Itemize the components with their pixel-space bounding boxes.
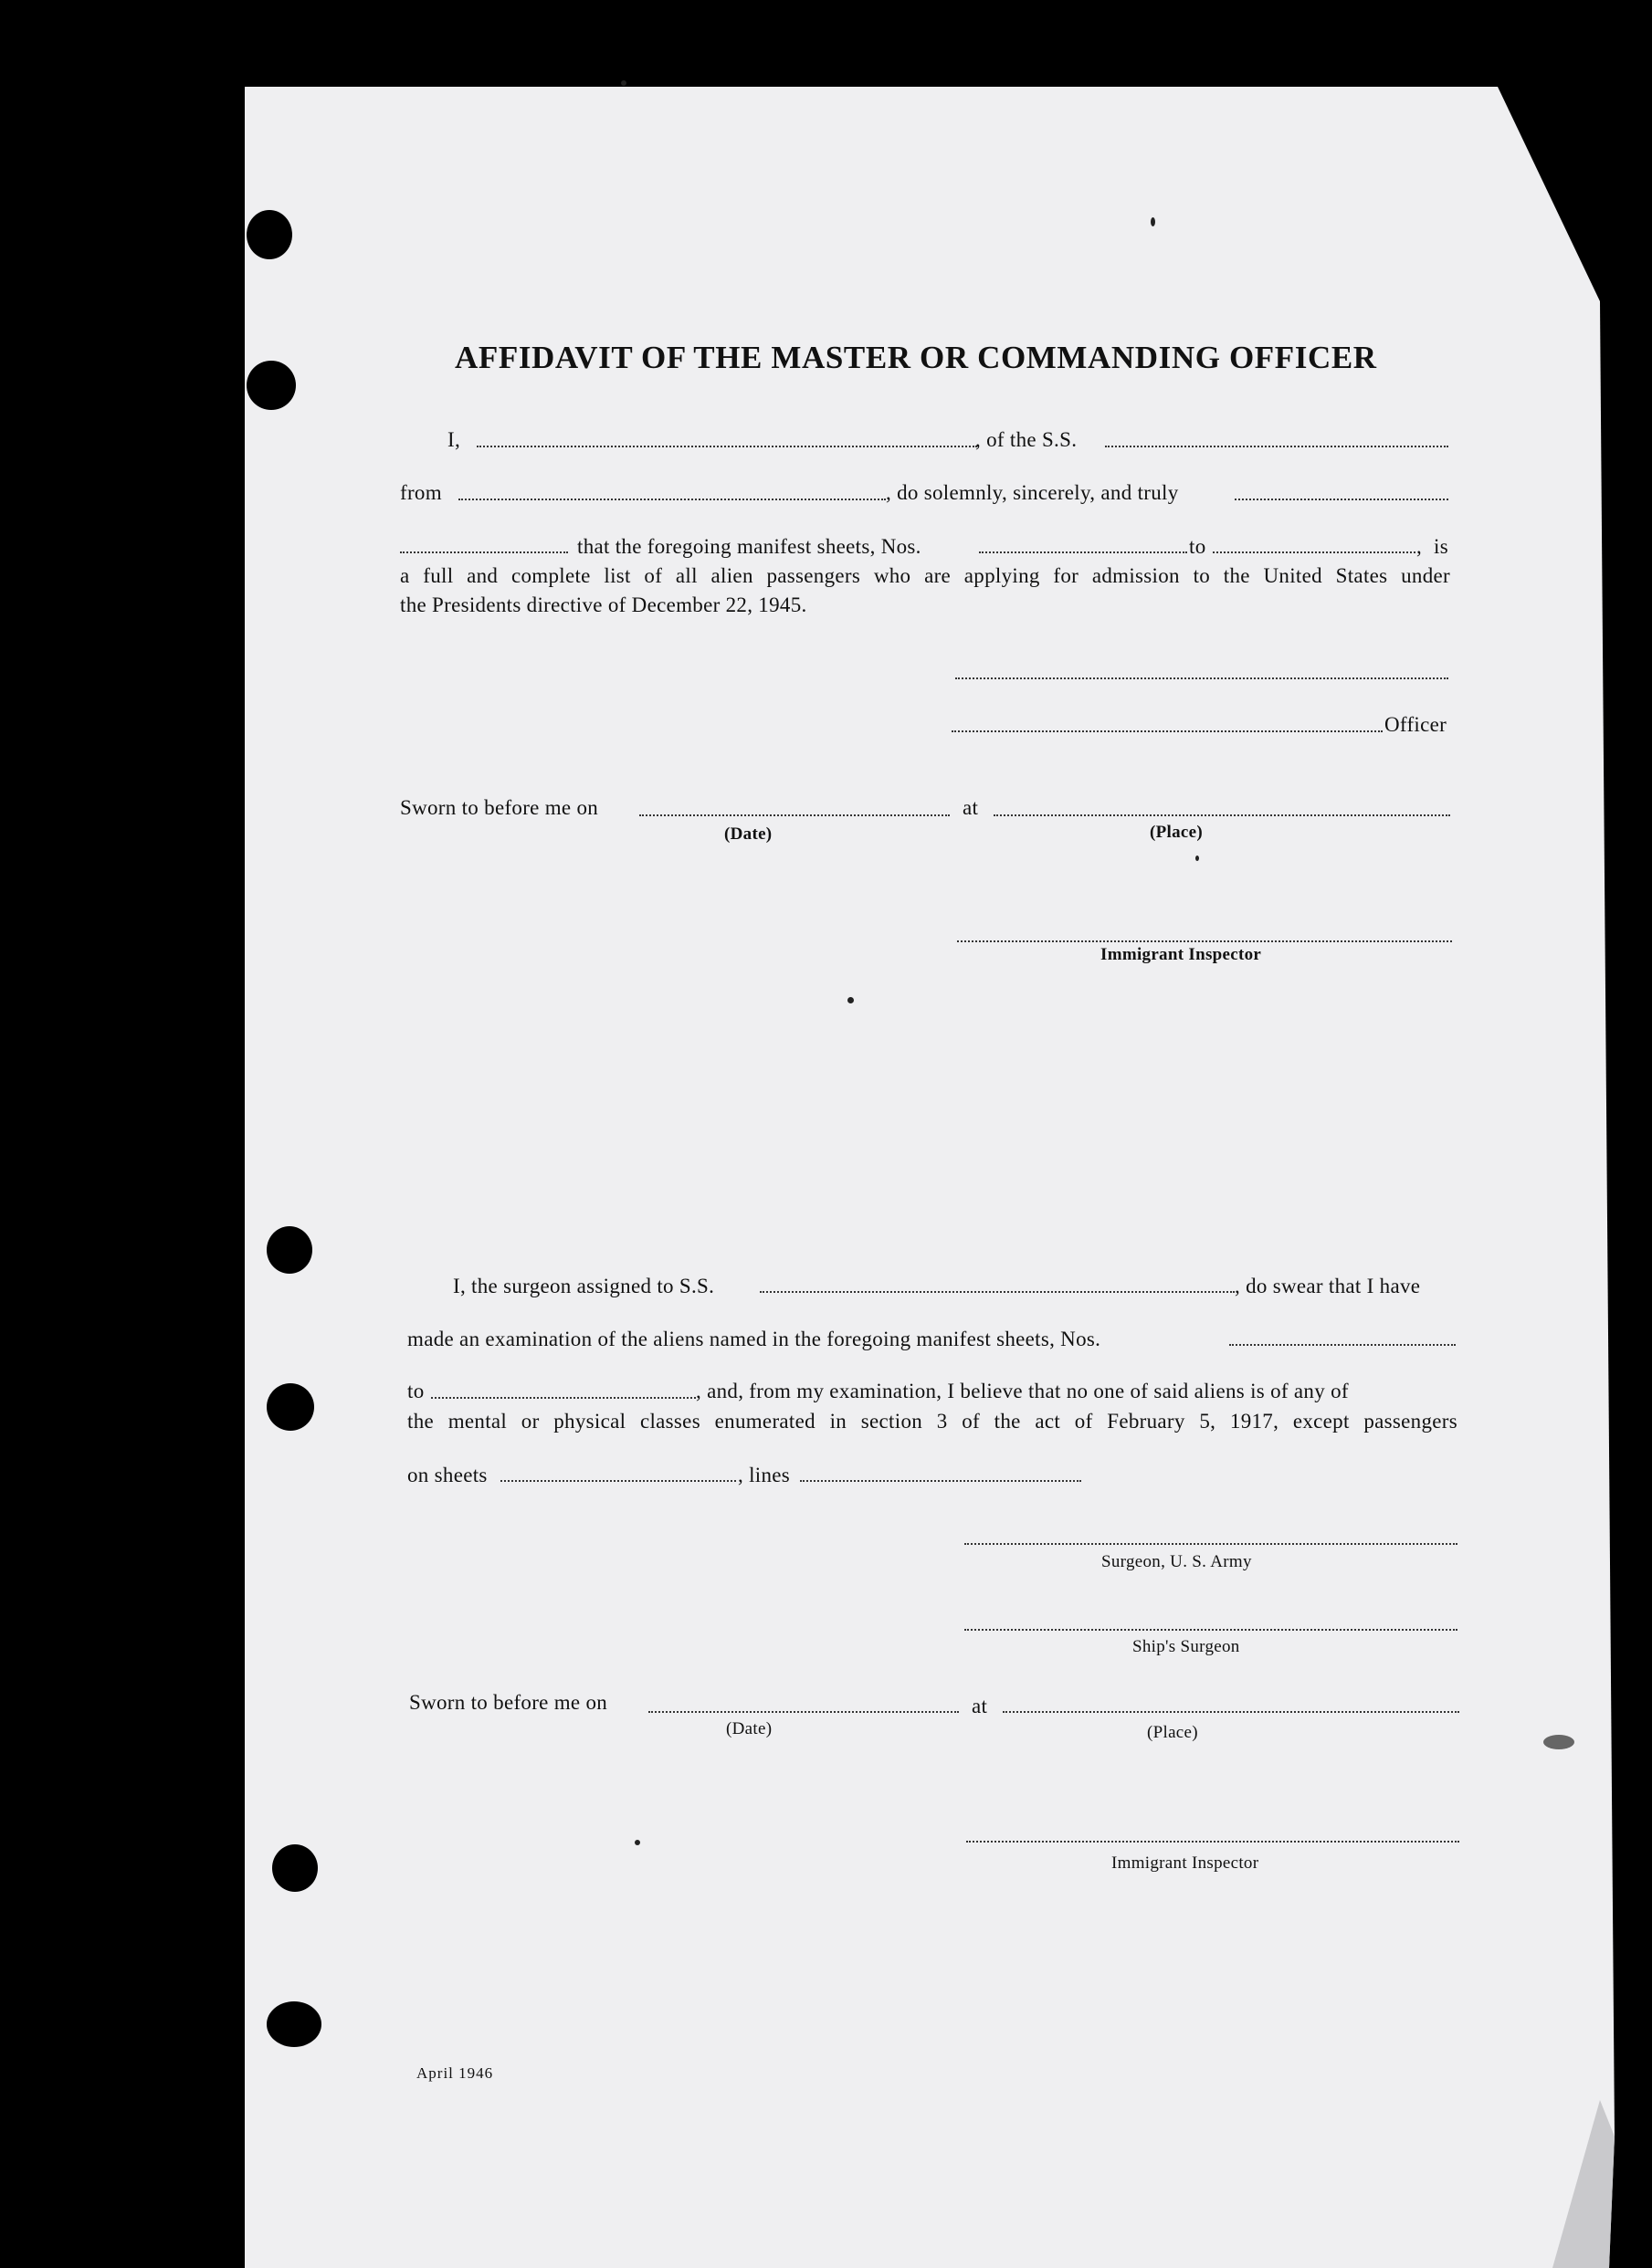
ink-speck — [621, 80, 626, 86]
place-caption-2: (Place) — [1147, 1723, 1198, 1742]
surgeon-line2: made an examination of the aliens named in the foregoing manifest sheets, Nos. — [407, 1328, 1101, 1350]
ink-speck — [1151, 217, 1155, 226]
officer-label: Officer — [1384, 713, 1447, 736]
sworn-text-1: Sworn to before me on — [400, 796, 599, 819]
master-name-field[interactable] — [477, 446, 977, 447]
surgeon-line5-mid: , lines — [738, 1464, 791, 1486]
surgeon-line3-start: to — [407, 1380, 425, 1402]
master-line5: the Presidents directive of December 22, 1945. — [400, 593, 807, 616]
punch-hole — [272, 1844, 318, 1892]
master-line3-d: is — [1434, 535, 1448, 558]
surgeon-line1-end: , do swear that I have — [1235, 1275, 1421, 1297]
surgeon-lines-field[interactable] — [800, 1480, 1081, 1482]
master-line3-c: , — [1416, 535, 1423, 558]
oath-continuation-field[interactable] — [400, 551, 568, 553]
sworn-date-field-2[interactable] — [648, 1711, 959, 1713]
surgeon-sheet-to-field[interactable] — [431, 1397, 696, 1399]
inspector-signature-field-1[interactable] — [957, 940, 1452, 942]
master-line4: a full and complete list of all alien passengers who are applying for admission to the United States under — [400, 564, 1450, 587]
surgeon-ship-field[interactable] — [760, 1291, 1235, 1293]
sworn-text-2: Sworn to before me on — [409, 1691, 608, 1714]
ship-surgeon-caption: Ship's Surgeon — [1132, 1637, 1240, 1656]
place-caption-1: (Place) — [1150, 823, 1204, 842]
ink-speck — [847, 997, 854, 1003]
sworn-at-1: at — [963, 796, 979, 819]
ink-speck — [1195, 856, 1199, 861]
inspector-caption-2: Immigrant Inspector — [1111, 1853, 1259, 1873]
sheet-from-field[interactable] — [979, 551, 1187, 553]
sworn-at-2: at — [972, 1695, 988, 1717]
ship-name-field[interactable] — [1105, 446, 1448, 447]
surgeon-sheet-from-field[interactable] — [1229, 1344, 1456, 1346]
surgeon-line5-start: on sheets — [407, 1464, 488, 1486]
master-line3-b: to — [1189, 535, 1206, 558]
oath-field[interactable] — [1235, 499, 1448, 500]
master-line2-start: from — [400, 481, 442, 504]
form-title: AFFIDAVIT OF THE MASTER OR COMMANDING OFFICER — [455, 340, 1377, 375]
surgeon-line1-start: I, the surgeon assigned to S.S. — [453, 1275, 715, 1297]
sheet-to-field[interactable] — [1213, 551, 1415, 553]
inspector-caption-1: Immigrant Inspector — [1100, 945, 1262, 964]
sworn-place-field-1[interactable] — [994, 814, 1450, 816]
officer-signature-field[interactable] — [952, 730, 1383, 732]
officer-name-field[interactable] — [955, 677, 1448, 679]
punch-hole — [267, 2001, 321, 2047]
punch-hole — [247, 361, 296, 410]
master-line1-mid: , of the S.S. — [975, 428, 1078, 451]
punch-hole — [247, 210, 292, 259]
ink-speck — [1543, 1735, 1574, 1749]
master-line2-mid: , do solemnly, sincerely, and truly — [886, 481, 1179, 504]
master-line1-start: I, — [447, 428, 461, 451]
punch-hole — [267, 1226, 312, 1274]
date-caption-2: (Date) — [726, 1719, 773, 1738]
sworn-place-field-2[interactable] — [1003, 1711, 1459, 1713]
sworn-date-field-1[interactable] — [639, 814, 950, 816]
ship-surgeon-signature-field[interactable] — [964, 1629, 1457, 1631]
master-line3-a: that the foregoing manifest sheets, Nos. — [577, 535, 921, 558]
ink-speck — [635, 1840, 640, 1845]
army-surgeon-signature-field[interactable] — [964, 1543, 1457, 1545]
army-surgeon-caption: Surgeon, U. S. Army — [1101, 1552, 1252, 1571]
date-caption-1: (Date) — [724, 824, 773, 844]
surgeon-line4: the mental or physical classes enumerated in section 3 of the act of February 5, 1917, except passengers — [407, 1410, 1457, 1433]
punch-hole — [267, 1383, 314, 1431]
inspector-signature-field-2[interactable] — [966, 1841, 1459, 1843]
surgeon-sheets-field[interactable] — [500, 1480, 736, 1482]
port-field[interactable] — [458, 499, 886, 500]
footer-date: April 1946 — [416, 2064, 494, 2082]
surgeon-line3-end: , and, from my examination, I believe that no one of said aliens is of any of — [696, 1380, 1349, 1402]
